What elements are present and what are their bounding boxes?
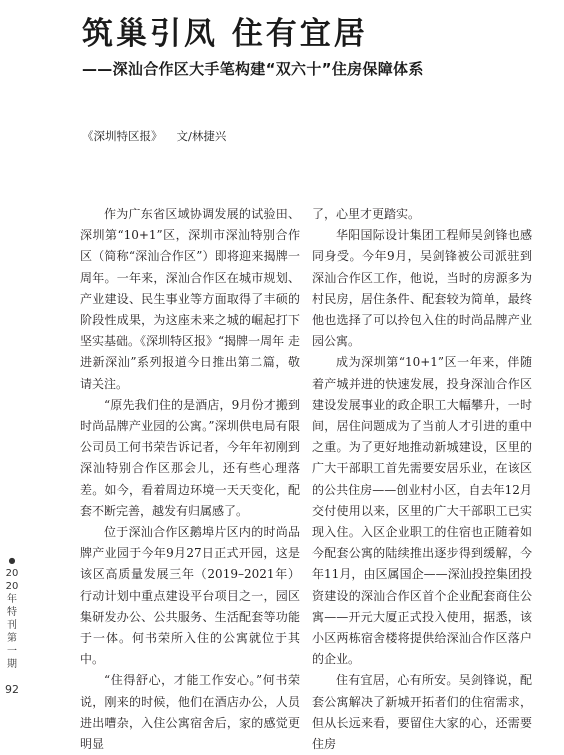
paragraph: 住有宜居，心有所安。吴剑锋说，配套公寓解决了新城开拓者们的住宿需求，但从长远来看，要留住大家的心，还需要住房 xyxy=(312,673,532,752)
paragraph: 成为深圳第“10+1”区一年来，伴随着产城并进的快速发展，投身深汕合作区建设发展事业的政企职工大幅攀升，一时间，居住问题成为了当前人才引进的重中之重。为了更好地推动新城建设，区里的广大干部职工首先需要安居乐业，在该区的公共住房——创业村小区，自去年12月交付使用以来，区里的广大干部职工已实现入住。入区企业职工的住宿也正随着如今配套公寓的陆续推出逐步得到缓解，今年11月，由区属国企——深汕投控集团投资建设的深汕合作区首个企业配套商住公寓——开元大厦正式投入使用，据悉，该小区两栋宿舍楼将提供给深汕合作区落户的企业。 xyxy=(312,355,532,667)
article-title: 筑巢引凤 住有宜居 xyxy=(82,16,368,52)
byline xyxy=(82,128,226,144)
left-column xyxy=(80,204,300,755)
issue-label xyxy=(4,555,20,671)
author-name: 文/林捷兴 xyxy=(176,129,227,143)
paragraph: “原先我们住的是酒店，9月份才搬到时尚品牌产业园的公寓。”深圳供电局有限公司员工何书荣告诉记者，今年年初刚到深汕特别合作区那会儿，还有些心理落差。如今，看着周边环境一天天变化，配套不断完善，越发有归属感了。 xyxy=(80,397,300,518)
source-name: 《深圳特区报》 xyxy=(82,129,163,143)
article-subtitle: ——深汕合作区大手笔构建“双六十”住房保障体系 xyxy=(82,60,424,78)
paragraph-continuation: 了，心里才更踏实。 xyxy=(312,207,421,221)
page-number: 92 xyxy=(5,683,19,696)
right-column xyxy=(312,204,532,755)
paragraph: “住得舒心，才能工作安心。”何书荣说，刚来的时候，他们在酒店办公，人员进出嘈杂，入住公寓宿舍后，家的感觉更明显 xyxy=(80,673,300,752)
bullet-dot-icon: ● xyxy=(8,556,16,565)
paragraph: 华阳国际设计集团工程师吴剑锋也感同身受。今年9月，吴剑锋被公司派驻到深汕合作区工作，他说，当时的房源多为村民房，居住条件、配套较为简单，最终他也选择了可以拎包入住的时尚品牌产业园公寓。 xyxy=(312,228,532,349)
paragraph: 位于深汕合作区鹅埠片区内的时尚品牌产业园于今年9月27日正式开园，这是该区高质量发展三年（2019–2021年）行动计划中重点建设平台项目之一，园区集研发办公、公共服务、生活配套等功能于一体。何书荣所入住的公寓就位于其中。 xyxy=(80,525,300,667)
issue-text: 2020年 特刊 第一期 xyxy=(5,568,19,670)
paragraph: 作为广东省区域协调发展的试验田、深圳第“10+1”区，深圳市深汕特别合作区（简称“深汕合作区”）即将迎来揭牌一周年。一年来，深汕合作区在城市规划、产业建设、民生事业等方面取得了丰硕的阶段性成果，为这座未来之城的崛起打下坚实基础。《深圳特区报》“揭牌一周年 走进新深汕”系列报道今日推出第二篇，敬请关注。 xyxy=(80,207,300,391)
